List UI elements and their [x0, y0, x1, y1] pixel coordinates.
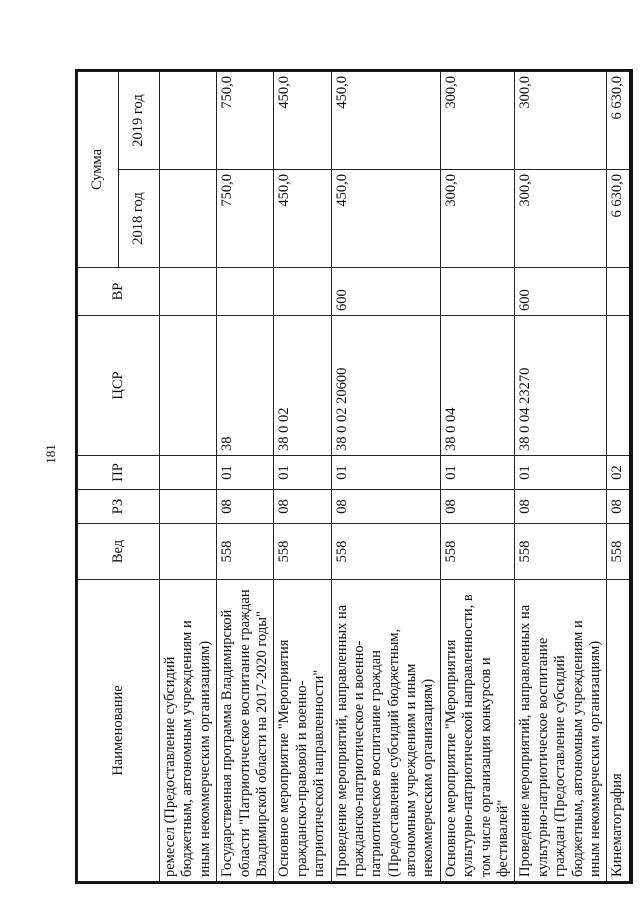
cell-rz: 08: [607, 490, 630, 524]
cell-2019: 300,0: [440, 72, 515, 170]
cell-name: Кинематография: [607, 580, 630, 882]
cell-2018: 750,0: [217, 170, 274, 268]
cell-ved: 558: [440, 524, 515, 580]
header-sum: Сумма: [78, 72, 119, 268]
header-rz: РЗ: [78, 490, 160, 524]
cell-ved: 558: [217, 524, 274, 580]
header-csr: ЦСР: [78, 316, 160, 456]
cell-vr: [440, 268, 515, 316]
cell-name: Основное мероприятие "Мероприятия культурно-патриотической направленности, в том числе организация конкурсов и фестивалей": [440, 580, 515, 882]
cell-name: Проведение мероприятий, направленных на культурно-патриотическое воспитание граждан (Предоставление субсидий бюджетным, автономным учреждениям и иным некоммерческим организациям): [515, 580, 607, 882]
cell-name: ремесел (Предоставление субсидий бюджетным, автономным учреждениям и иным некоммерческим организациям): [160, 580, 217, 882]
cell-csr: 38 0 02: [274, 316, 331, 456]
cell-name: Основное мероприятие "Мероприятия гражданско-правовой и военно-патриотической направленности": [274, 580, 331, 882]
cell-rz: 08: [274, 490, 331, 524]
table-row: [331, 72, 440, 882]
cell-pr: 01: [331, 456, 440, 490]
cell-2019: [160, 72, 217, 170]
cell-csr: [160, 316, 217, 456]
cell-name: Государственная программа Владимирской области "Патриотическое воспитание граждан Владимирской области на 2017-2020 годы": [217, 580, 274, 882]
cell-vr: [274, 268, 331, 316]
cell-vr: 600: [331, 268, 440, 316]
cell-2018: 6 630,0: [607, 170, 630, 268]
cell-vr: [160, 268, 217, 316]
cell-ved: [160, 524, 217, 580]
cell-rz: 08: [515, 490, 607, 524]
cell-2019: 300,0: [515, 72, 607, 170]
header-name: Наименование: [78, 580, 160, 882]
cell-csr: 38 0 04: [440, 316, 515, 456]
cell-vr: [607, 268, 630, 316]
cell-csr: [607, 316, 630, 456]
rotated-table-wrapper: [77, 72, 626, 882]
cell-ved: 558: [274, 524, 331, 580]
header-year-2018: 2018 год: [119, 170, 160, 268]
cell-vr: 600: [515, 268, 607, 316]
cell-2019: 6 630,0: [607, 72, 630, 170]
cell-rz: 08: [440, 490, 515, 524]
header-year-2019: 2019 год: [119, 72, 160, 170]
cell-pr: 01: [515, 456, 607, 490]
page-number: 181: [43, 444, 58, 464]
table-row: [217, 72, 274, 882]
cell-csr: 38 0 02 20600: [331, 316, 440, 456]
cell-2018: 300,0: [515, 170, 607, 268]
cell-ved: 558: [515, 524, 607, 580]
cell-2019: 750,0: [217, 72, 274, 170]
cell-pr: 01: [217, 456, 274, 490]
cell-pr: [160, 456, 217, 490]
cell-vr: [217, 268, 274, 316]
cell-csr: 38: [217, 316, 274, 456]
cell-ved: 558: [607, 524, 630, 580]
cell-name: Проведение мероприятий, направленных на гражданско-патриотическое и военно-патриотическое воспитание граждан (Предоставление субсидий бюджетным, автономным учреждениям и иным некоммерческим организациям): [331, 580, 440, 882]
table-row: [160, 72, 217, 882]
table-row: [515, 72, 607, 882]
cell-2018: 300,0: [440, 170, 515, 268]
table-row: [274, 72, 331, 882]
cell-rz: 08: [217, 490, 274, 524]
cell-csr: 38 0 04 23270: [515, 316, 607, 456]
cell-2018: [160, 170, 217, 268]
cell-pr: 02: [607, 456, 630, 490]
budget-table: [77, 71, 631, 882]
table-row: [440, 72, 515, 882]
cell-2019: 450,0: [331, 72, 440, 170]
cell-rz: [160, 490, 217, 524]
cell-ved: 558: [331, 524, 440, 580]
header-ved: Вед: [78, 524, 160, 580]
cell-pr: 01: [440, 456, 515, 490]
header-pr: ПР: [78, 456, 160, 490]
cell-pr: 01: [274, 456, 331, 490]
cell-2018: 450,0: [274, 170, 331, 268]
cell-2019: 450,0: [274, 72, 331, 170]
table-row: [607, 72, 630, 882]
cell-2018: 450,0: [331, 170, 440, 268]
header-vr: ВР: [78, 268, 160, 316]
cell-rz: 08: [331, 490, 440, 524]
header-row-1: [78, 72, 119, 882]
